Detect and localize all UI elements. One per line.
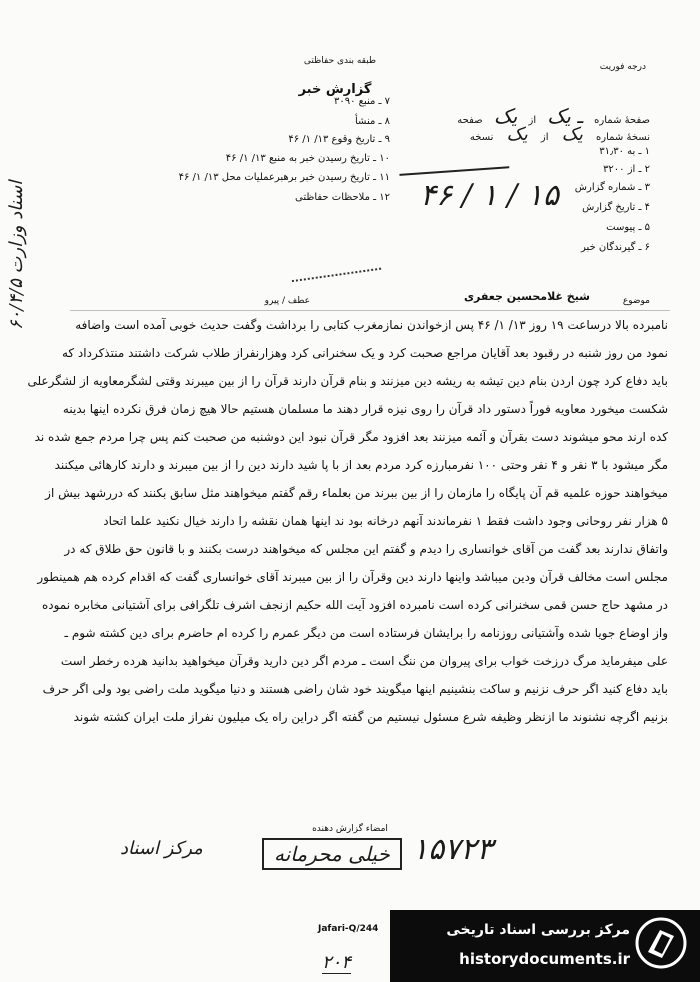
copy-number-line: نسخهٔ شماره یک از یک نسخه <box>469 124 650 145</box>
handwritten-sign: مرکز اسناد <box>120 838 203 859</box>
body-line: نمود من روز شنبه در رقبود بعد آقایان مراجع صحبت کرد و یک سخنرانی کرد وهزارنفراز طلاب شرکت داشتند منتذکرداد که <box>61 346 668 360</box>
report-title: گزارش خبر <box>298 82 372 97</box>
body-line: نامبرده بالا درساعت ۱۹ روز ۱۳/ ۱/ ۴۶ پس ازخواندن نمازمغرب کتابی را برداشت وگفت حدیث خوبی آمده است واضافه <box>75 318 668 332</box>
field-12: ۱۲ ـ ملاحظات حفاظتی <box>295 192 390 203</box>
field-1: ۱ ـ به ۳۱٫۳۰ <box>599 146 650 157</box>
field-7: ۷ ـ منبع ۳۰۹۰ <box>333 96 390 107</box>
reference-label: عطف / پیرو <box>264 296 310 306</box>
field-5: ۵ ـ پیوست <box>606 222 650 233</box>
subject-value: شیخ غلامحسین جعفری <box>463 290 590 303</box>
field-11: ۱۱ ـ تاریخ رسیدن خبر برهبرعملیات محل ۱۳/ ۱/ ۴۶ <box>178 172 390 183</box>
field-6: ۶ ـ گیرندگان خبر <box>580 242 650 253</box>
field-2: ۲ ـ از ۳۲۰۰ <box>603 164 650 175</box>
body-line: باید دفاع کنید اگر حرف نزنیم و ساکت بنشینیم اینها میگویند خود شان راضی هستند و دنیا میگوید ملت راضی بود ولی اگر حرف <box>42 682 668 696</box>
body-line: در مشهد حاج حسن قمی سخنرانی کرده است نامبرده افزود آیت الله حکیم ازنجف اشرف تلگرافی برای آشتیانی مخابره نموده <box>41 598 668 612</box>
margin-vertical-note: اسناد وزارت ۶۰/۴/۵ <box>6 180 27 330</box>
handwritten-number: ۱۵۷۲۳ <box>412 832 493 867</box>
handwritten-date: ۱۵ / ۱ / ۴۶ <box>420 178 559 213</box>
signature-label: امضاء گزارش دهنده <box>312 824 388 834</box>
page-number-line: صفحهٔ شماره ـ یک از یک صفحه <box>457 104 650 128</box>
archive-logo-icon <box>634 916 688 970</box>
body-line: ۵ هزار نفر روحانی وجود داشت فقط ۱ نفرماندند آنهم درخانه بود ند اینها همان نقشه را دارند خیال نکنید علما اتحاد <box>103 514 668 528</box>
page-number: ۲۰۴ <box>322 952 352 973</box>
watermark-title: مرکز بررسی اسناد تاریخی <box>446 922 630 938</box>
body-line: مجلس است مخالف قرآن ودین میباشد واینها دارند دین وقرآن را از بین میبرند آقای خوانساری گفت که اقدام کرده هم همینطور <box>37 570 668 584</box>
subject-rule <box>70 310 670 311</box>
body-line: واتفاق ندارند بعد گفت من آقای خوانساری را دیدم و گفتم این مجلس که میخواهند درست بکنند و با قانون حق طلاق که در <box>64 542 668 556</box>
field-3: ۳ ـ شماره گزارش <box>574 182 650 193</box>
body-line: مگر میشود با ۳ نفر و ۴ نفر وحتی ۱۰۰ نفرمبارزه کرد مردم بعد از با پا شید دارند دین را از بین میبرند و دارند کارهائی میکنند <box>54 458 668 472</box>
body-line: واز اوضاع جویا شده وآشتیانی روزنامه را برایشان فرستاده است من دیگر عمرم را کرده ام حاضرم برای دین کشته شوم ـ <box>64 626 668 640</box>
header-stamp-scribble <box>289 246 381 282</box>
body-line: باید دفاع کرد چون اردن بنام دین تیشه به ریشه دین میزنند و بنام قرآن دارند قرآن را از بین میبرند وقتی لشگرمعاویه از لشگرعلی <box>27 374 668 388</box>
handwritten-note: خیلی محرمانه <box>262 838 402 870</box>
subject-label: موضوع <box>622 296 650 306</box>
field-8: ۸ ـ منشأ <box>354 116 390 127</box>
field-4: ۴ ـ تاریخ گزارش <box>582 202 650 213</box>
body-line: بزنیم اگرچه نشنوند ما ازنظر وظیفه شرع مسئول نیستیم من گفته اگر دراین راه یک میلیون نفراز ملت ایران کشته شوند <box>73 710 668 724</box>
priority-label: درجه فوریت <box>599 62 646 72</box>
classification-label: طبقه بندی حفاظتی <box>303 56 377 66</box>
watermark-url: historydocuments.ir <box>459 950 630 968</box>
field-10: ۱۰ ـ تاریخ رسیدن خبر به منبع ۱۳/ ۱/ ۴۶ <box>225 153 390 164</box>
body-line: علی میفرماید مرگ درزخت خواب برای پیروان من ننگ است ـ مردم اگر دین دارید وقرآن میخواهید بدانید هرده رخطر است <box>60 654 668 668</box>
body-line: میخواهند حوزه علمیه قم آن پایگاه را مازمان را از بین ببرند من بعلماء رقم گفتم میخواهند مثل سابق بکنند که دررشهد بیش از <box>45 486 668 500</box>
body-line: شکست میخورد معاویه فوراً دستور داد قرآن را روی نیزه قرار دهند ما مسلمان هستیم حالا هیچ زمان فرق نکرده اینها بدینه <box>62 402 668 416</box>
archive-code: Jafari-Q/244 <box>318 924 379 934</box>
field-9: ۹ ـ تاریخ وقوع ۱۳/ ۱/ ۴۶ <box>288 134 390 145</box>
body-line: کده ارند محو میشوند دست بقرآن و آئمه میزنند بعد افزود مگر قرآن نبود این دوشنبه من صحبت کنم پس چرا مردم جمع شده ند <box>34 430 668 444</box>
